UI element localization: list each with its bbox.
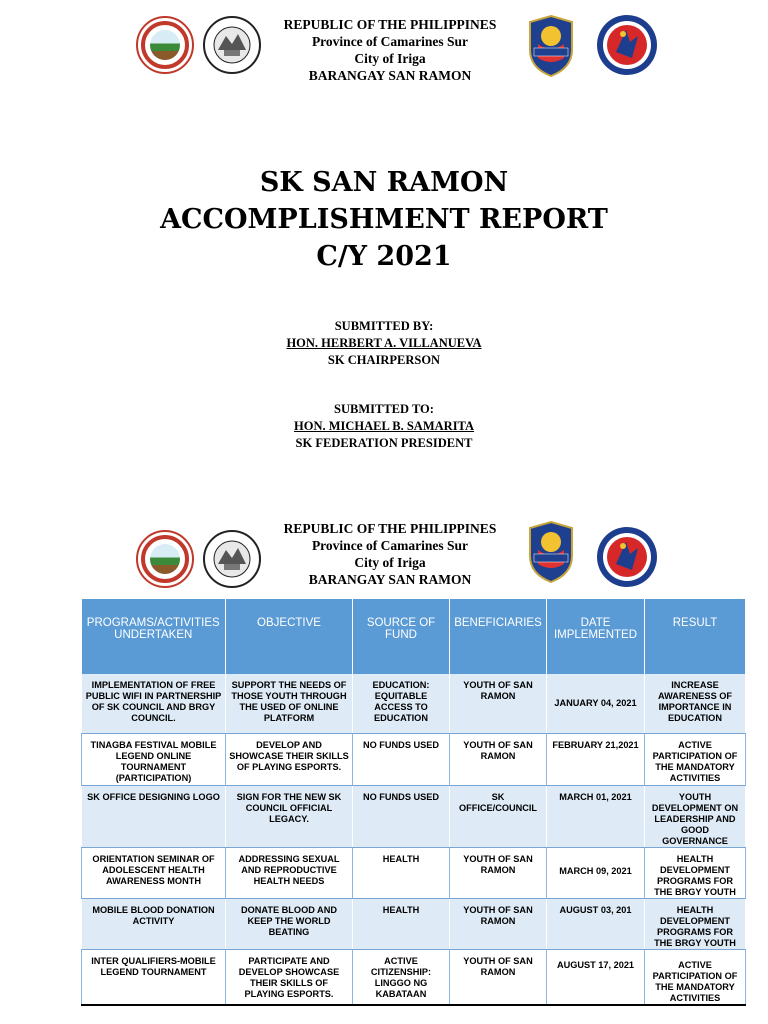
submitted-by-position: SK CHAIRPERSON bbox=[327, 353, 441, 367]
header-province: Province of Camarines Sur bbox=[311, 34, 469, 49]
column-header-beneficiaries: BENEFICIARIES bbox=[450, 599, 547, 674]
submitted-to-block bbox=[0, 401, 768, 452]
cell-source-of-fund: HEALTH bbox=[353, 847, 450, 898]
cell-beneficiaries: YOUTH OF SAN RAMON bbox=[450, 733, 547, 785]
table-row bbox=[82, 733, 746, 785]
barangay-seal-icon bbox=[136, 16, 194, 74]
cell-beneficiaries: YOUTH OF SAN RAMON bbox=[450, 847, 547, 898]
accomplishment-table bbox=[81, 599, 746, 1006]
letterhead-top bbox=[0, 12, 768, 92]
submitted-by-block bbox=[0, 318, 768, 369]
title-line-2: ACCOMPLISHMENT REPORT bbox=[160, 204, 608, 235]
cell-source-of-fund: EDUCATION: EQUITABLE ACCESS TO EDUCATION bbox=[353, 674, 450, 733]
column-header-date-implemented: DATE IMPLEMENTED bbox=[547, 599, 645, 674]
cell-beneficiaries: YOUTH OF SAN RAMON bbox=[450, 674, 547, 733]
cell-date: FEBRUARY 21,2021 bbox=[547, 733, 645, 785]
report-title bbox=[0, 164, 768, 275]
header-republic: REPUBLIC OF THE PHILIPPINES bbox=[283, 17, 497, 32]
cell-program: ORIENTATION SEMINAR OF ADOLESCENT HEALTH AWARENESS MONTH bbox=[82, 847, 226, 898]
cell-objective: ADDRESSING SEXUAL AND REPRODUCTIVE HEALTH NEEDS bbox=[226, 847, 353, 898]
cell-result: HEALTH DEVELOPMENT PROGRAMS FOR THE BRGY YOUTH bbox=[645, 898, 746, 949]
cell-beneficiaries: SK OFFICE/COUNCIL bbox=[450, 785, 547, 847]
letterhead-text bbox=[230, 520, 550, 588]
cell-beneficiaries: YOUTH OF SAN RAMON bbox=[450, 949, 547, 1005]
cell-program: IMPLEMENTATION OF FREE PUBLIC WIFI IN PARTNERSHIP OF SK COUNCIL AND BRGY COUNCIL. bbox=[82, 674, 226, 733]
cell-source-of-fund: NO FUNDS USED bbox=[353, 733, 450, 785]
cell-beneficiaries: YOUTH OF SAN RAMON bbox=[450, 898, 547, 949]
title-line-1: SK SAN RAMON bbox=[259, 167, 509, 198]
cell-objective: SUPPORT THE NEEDS OF THOSE YOUTH THROUGH THE USED OF ONLINE PLATFORM bbox=[226, 674, 353, 733]
submitted-to-name: HON. MICHAEL B. SAMARITA bbox=[294, 419, 474, 433]
cell-result: YOUTH DEVELOPMENT ON LEADERSHIP AND GOOD GOVERNANCE bbox=[645, 785, 746, 847]
cell-source-of-fund: NO FUNDS USED bbox=[353, 785, 450, 847]
cell-date: MARCH 01, 2021 bbox=[547, 785, 645, 847]
cell-source-of-fund: HEALTH bbox=[353, 898, 450, 949]
barangay-seal-icon bbox=[136, 530, 194, 588]
header-province: Province of Camarines Sur bbox=[311, 538, 469, 553]
cell-program: INTER QUALIFIERS-MOBILE LEGEND TOURNAMENT bbox=[82, 949, 226, 1005]
cell-result: HEALTH DEVELOPMENT PROGRAMS FOR THE BRGY YOUTH bbox=[645, 847, 746, 898]
title-line-3: C/Y 2021 bbox=[316, 241, 452, 272]
header-republic: REPUBLIC OF THE PHILIPPINES bbox=[283, 521, 497, 536]
submitted-by-name: HON. HERBERT A. VILLANUEVA bbox=[286, 336, 482, 350]
cell-date: AUGUST 17, 2021 bbox=[547, 949, 645, 1005]
cell-objective: SIGN FOR THE NEW SK COUNCIL OFFICIAL LEGACY. bbox=[226, 785, 353, 847]
cell-source-of-fund: ACTIVE CITIZENSHIP: LINGGO NG KABATAAN bbox=[353, 949, 450, 1005]
table-row bbox=[82, 898, 746, 949]
cell-date: MARCH 09, 2021 bbox=[547, 847, 645, 898]
submitted-to-position: SK FEDERATION PRESIDENT bbox=[295, 436, 473, 450]
cell-result: ACTIVE PARTICIPATION OF THE MANDATORY ACTIVITIES bbox=[645, 949, 746, 1005]
column-header-source-of-fund: SOURCE OF FUND bbox=[353, 599, 450, 674]
header-city: City of Iriga bbox=[354, 51, 426, 66]
cell-program: MOBILE BLOOD DONATION ACTIVITY bbox=[82, 898, 226, 949]
table-header-row bbox=[82, 599, 746, 674]
cell-program: SK OFFICE DESIGNING LOGO bbox=[82, 785, 226, 847]
column-header-programs: PROGRAMS/ACTIVITIES UNDERTAKEN bbox=[82, 599, 226, 674]
table-row bbox=[82, 949, 746, 1005]
column-header-result: RESULT bbox=[645, 599, 746, 674]
cell-date: JANUARY 04, 2021 bbox=[547, 674, 645, 733]
column-header-objective: OBJECTIVE bbox=[226, 599, 353, 674]
cell-program: TINAGBA FESTIVAL MOBILE LEGEND ONLINE TOURNAMENT (PARTICIPATION) bbox=[82, 733, 226, 785]
sk-national-logo-icon bbox=[596, 526, 658, 588]
letterhead-second bbox=[0, 516, 768, 596]
cell-objective: PARTICIPATE AND DEVELOP SHOWCASE THEIR SKILLS OF PLAYING ESPORTS. bbox=[226, 949, 353, 1005]
header-barangay: BARANGAY SAN RAMON bbox=[308, 68, 472, 83]
sk-national-logo-icon bbox=[596, 14, 658, 76]
submitted-by-label: SUBMITTED BY: bbox=[334, 319, 434, 333]
table-row bbox=[82, 674, 746, 733]
table-row bbox=[82, 785, 746, 847]
cell-date: AUGUST 03, 201 bbox=[547, 898, 645, 949]
table-row bbox=[82, 847, 746, 898]
cell-objective: DEVELOP AND SHOWCASE THEIR SKILLS OF PLAYING ESPORTS. bbox=[226, 733, 353, 785]
header-city: City of Iriga bbox=[354, 555, 426, 570]
letterhead-text bbox=[230, 16, 550, 84]
submitted-to-label: SUBMITTED TO: bbox=[334, 402, 434, 416]
cell-result: INCREASE AWARENESS OF IMPORTANCE IN EDUCATION bbox=[645, 674, 746, 733]
header-barangay: BARANGAY SAN RAMON bbox=[308, 572, 472, 587]
cell-objective: DONATE BLOOD AND KEEP THE WORLD BEATING bbox=[226, 898, 353, 949]
cell-result: ACTIVE PARTICIPATION OF THE MANDATORY ACTIVITIES bbox=[645, 733, 746, 785]
